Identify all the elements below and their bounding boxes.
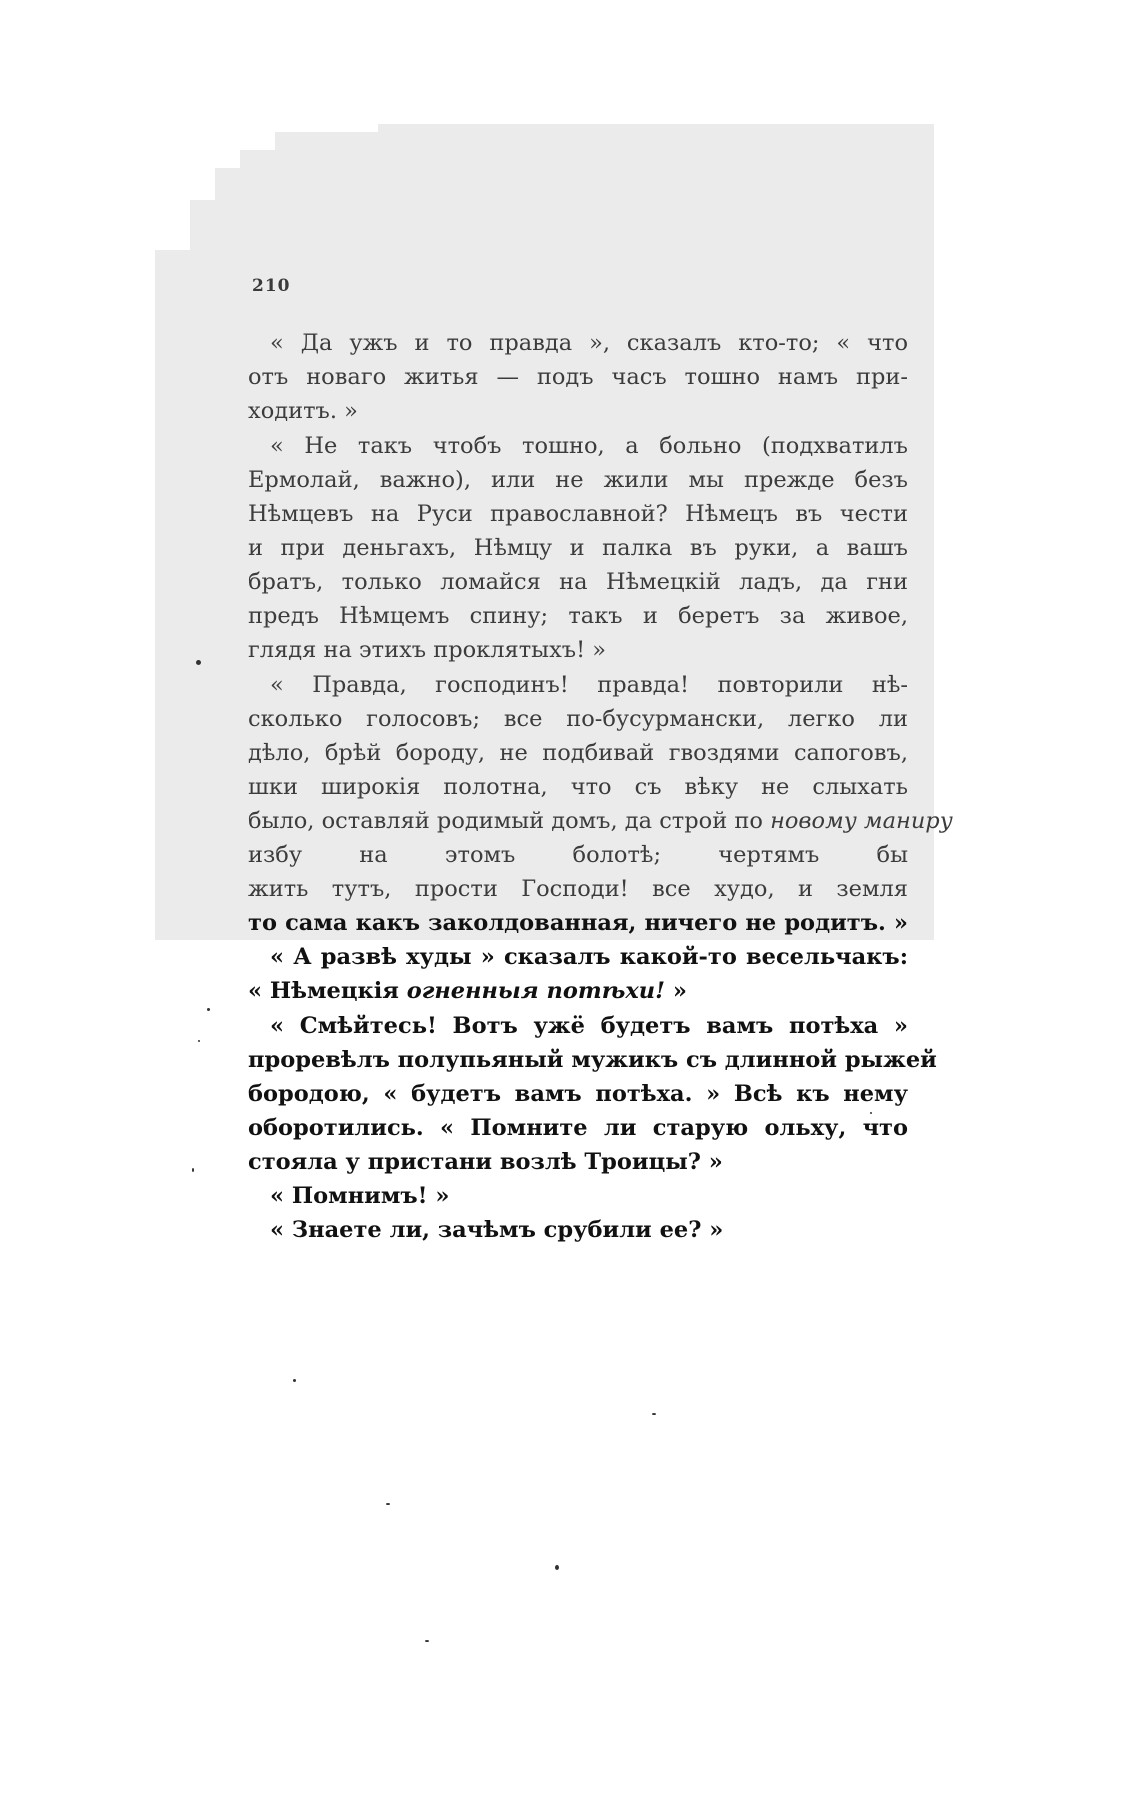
text-line: и при деньгахъ, Нѣмцу и палка въ руки, а вашъ <box>248 535 908 561</box>
scan-speck <box>293 1379 296 1382</box>
text-line: « А развѣ худы » сказалъ какой-то весельчакъ: <box>270 944 908 970</box>
text-line: оборотились. « Помните ли старую ольху, что <box>248 1115 908 1141</box>
text-line: « Правда, господинъ! правда! повторили нѣ- <box>270 672 908 698</box>
text-segment: » <box>665 978 687 1004</box>
text-line: Ермолай, важно), или не жили мы прежде безъ <box>248 467 908 493</box>
text-line: шки широкія полотна, что съ вѣку не слыхать <box>248 774 908 800</box>
page-number: 210 <box>252 276 291 296</box>
scan-speck <box>207 1008 210 1011</box>
text-segment: « Нѣмецкія <box>248 978 407 1004</box>
scan-background-step-4 <box>190 200 220 252</box>
scan-speck <box>192 1168 194 1172</box>
text-line: то сама какъ заколдованная, ничего не родитъ. » <box>248 910 908 936</box>
scan-background-step-3 <box>275 132 379 152</box>
text-line: проревѣлъ полупьяный мужикъ съ длинной рыжей <box>248 1047 937 1073</box>
scan-background-step-2 <box>240 150 379 170</box>
text-line: ходитъ. » <box>248 398 358 424</box>
text-line: предъ Нѣмцемъ спину; такъ и беретъ за живое, <box>248 603 908 629</box>
text-line: « Помнимъ! » <box>270 1183 450 1209</box>
scan-speck <box>386 1503 390 1505</box>
text-line: отъ новаго житья — подъ часъ тошно намъ при- <box>248 364 908 390</box>
scan-speck <box>425 1640 429 1642</box>
text-line-mixed <box>248 974 908 1008</box>
text-line: сколько голосовъ; все по-бусурмански, легко ли <box>248 706 908 732</box>
scan-speck <box>555 1565 559 1570</box>
text-line: Нѣмцевъ на Руси православной? Нѣмецъ въ чести <box>248 501 908 527</box>
scan-speck <box>196 660 201 665</box>
text-line: глядя на этихъ проклятыхъ! » <box>248 637 607 663</box>
text-segment: было, оставляй родимый домъ, да строй по <box>248 808 771 834</box>
italic-phrase: новому маниру <box>770 808 953 834</box>
scan-speck <box>870 1112 872 1114</box>
text-line: бородою, « будетъ вамъ потѣха. » Всѣ къ нему <box>248 1081 908 1107</box>
text-line: дѣло, брѣй бороду, не подбивай гвоздями сапоговъ, <box>248 740 908 766</box>
text-line: « Да ужъ и то правда », сказалъ кто-то; « что <box>270 330 908 356</box>
text-line: избу на этомъ болотѣ; чертямъ бы <box>248 842 908 868</box>
scan-background-step-1 <box>215 168 379 252</box>
text-line-mixed <box>248 804 953 838</box>
text-line: « Смѣйтесь! Вотъ ужё будетъ вамъ потѣха » <box>270 1013 908 1039</box>
text-line: братъ, только ломайся на Нѣмецкій ладъ, да гни <box>248 569 908 595</box>
italic-phrase: огненныя потѣхи! <box>406 978 665 1004</box>
scan-speck <box>652 1413 656 1415</box>
text-line: « Знаете ли, зачѣмъ срубили ее? » <box>270 1217 724 1243</box>
text-line: « Не такъ чтобъ тошно, а больно (подхватилъ <box>270 433 908 459</box>
text-line: жить тутъ, прости Господи! все худо, и земля <box>248 876 908 902</box>
text-line: стояла у пристани возлѣ Троицы? » <box>248 1149 723 1175</box>
scan-speck <box>198 1040 200 1042</box>
